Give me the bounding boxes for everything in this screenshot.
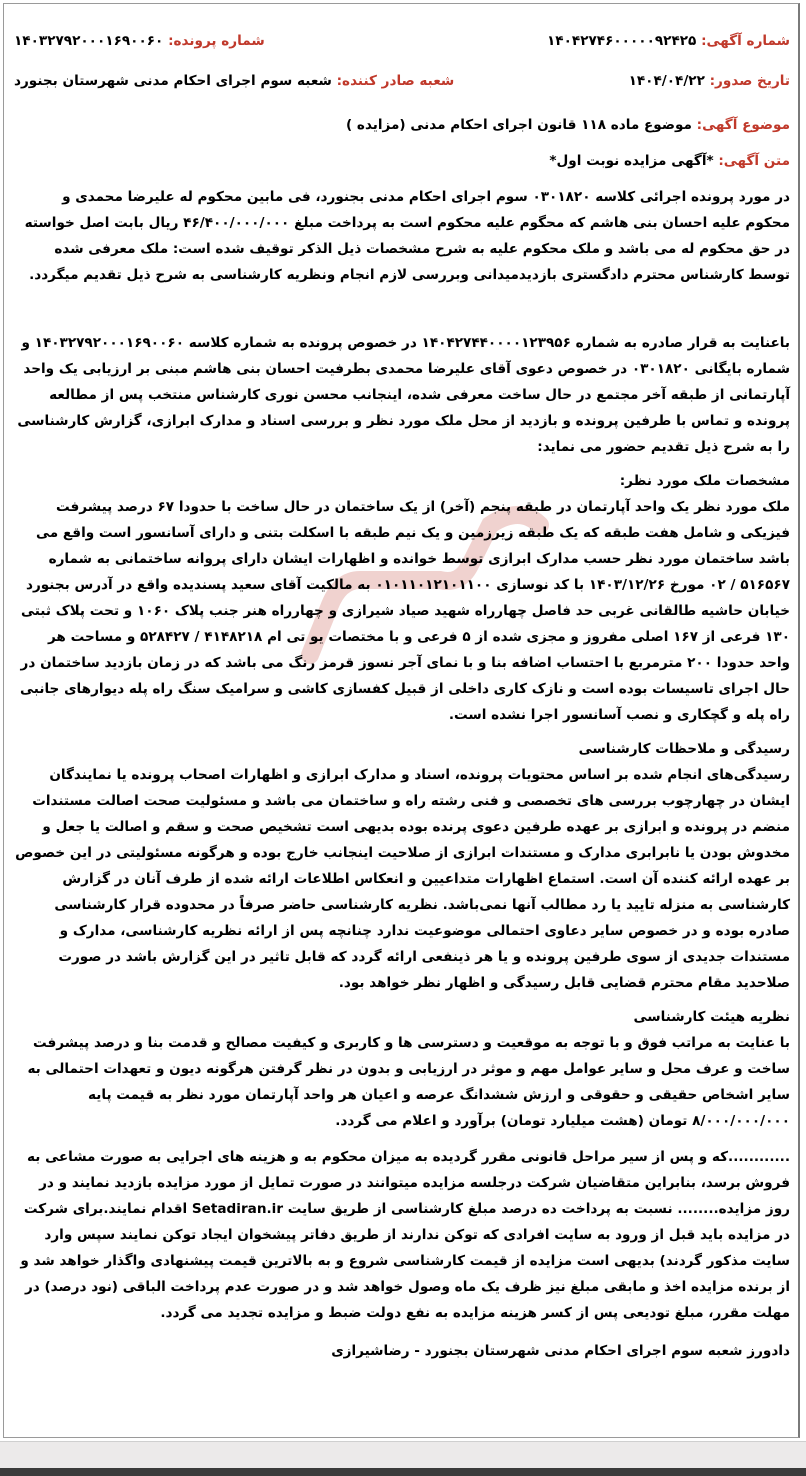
bottom-strip [0, 1441, 806, 1476]
signature-line: دادورز شعبه سوم اجرای احکام مدنی شهرستان بجنورد - رضاشیرازی [331, 1343, 790, 1359]
paragraph-order: باعنایت به قرار صادره به شماره ۱۴۰۴۲۷۴۴۰۰۰۰۱۲۳۹۵۶ در خصوص پرونده به شماره کلاسه ۱۴۰۳۲۷۹۲۰۰۰۱۶۹۰۰۶۰ و شماره بایگانی ۰۳۰۱۸۲۰ در خصوص دعوی آقای علیرضا محمدی بطرفیت احسان بنی هاشم مبنی بر ارزیابی یک واحد آپارتمانی از طبقه آخر مجتمع در حال ساخت معرفی شده، اینجانب محسن نوری کارشناس منتخب پس از مطالعه پرونده و تماس با طرفین پرونده و بازدید از محل ملک مورد نظر و بررسی اسناد و مدارک ابرازی، گزارش کارشناسی را به شرح ذیل تقدیم حضور می نماید: [17, 335, 790, 455]
subject-line [14, 112, 790, 138]
paragraph-auction-terms: ............که و پس از سیر مراحل قانونی مقرر گردیده به میزان محکوم به و هزینه های اجرایی به صورت مشاعی به فروش برسد، بنابراین متقاضیان شرکت درجلسه مزایده میتوانند در صورت تمایل از مورد مزایده بازدید نمایند و در روز مزایده........ نسبت به پرداخت ده درصد مبلغ کارشناسی از طریق سایت Setadiran.ir اقدام نمایند.برای شرکت در مزایده باید قبل از ورود به سایت افرادی که توکن ندارند از طریق دفاتر پیشخوان ایجاد توکن نمایند سپس وارد سایت مذکور گردند) بدیهی است مزایده از قیمت کارشناسی شروع و به بالاترین قیمت پیشنهادی واگذار خواهد شد و از برنده مزایده اخذ و مابقی مبلغ نیز ظرف یک ماه وصول خواهد شد و در صورت عدم پرداخت الباقی (نود درصد) در مهلت مقرر، مبلغ تودیعی پس از کسر هزینه مزایده به نفع دولت ضبط و مزایده تجدید می گردد. [20, 1149, 790, 1321]
issuer-value: شعبه سوم اجرای احکام مدنی شهرستان بجنورد [14, 73, 332, 89]
paragraph-property-specs: ملک مورد نظر یک واحد آپارتمان در طبقه پنجم (آخر) از یک ساختمان در حال ساخت با حدودا ۶۷ درصد پیشرفت فیزیکی و شامل هفت طبقه که یک طبقه زیرزمین و یک نیم طبقه با اسکلت بتنی و دارای آسانسور است واقع می باشد ساختمان مورد نظر حسب مدارک ابرازی توسط خوانده و اظهارات ایشان دارای پروانه ساختمانی به شماره ۵۱۶۵۶۷ / ۰۲ مورخ ۱۴۰۳/۱۲/۲۶ با کد نوسازی ۰۱۰۱۱۰۱۲۱۰۱۱۰۰ به مالکیت آقای سعید پسندیده واقع در آدرس بجنورد خیابان حاشیه طالقانی غربی حد فاصل چهارراه شهید صیاد شیرازی و چهارراه هنر جنب پلاک ۱۰۶۰ و تحت پلاک ثبتی ۱۳۰ فرعی از ۱۶۷ اصلی مفروز و مجزی شده از ۵ فرعی و با مختصات یو تی ام ۴۱۴۸۲۱۸ / ۵۲۸۴۲۷ و مساحت هر واحد حدودا ۲۰۰ مترمربع با احتساب اضافه بنا و با نمای آجر نسوز قرمز رنگ می باشد که در زمان بازدید ساختمان در حال اجرای تاسیسات بوده است و نازک کاری داخلی از قبیل کفسازی کاشی و سرامیک سنگ راه پله دیوارهای جانبی راه پله و گچکاری و نصب آسانسور اجرا نشده است. [20, 499, 790, 723]
ad-text-line [14, 148, 790, 174]
case-number [14, 28, 265, 54]
issue-date-label: تاریخ صدور: [709, 73, 790, 89]
heading-property-specs: مشخصات ملک مورد نظر: [619, 473, 790, 489]
paragraph-review: رسیدگی‌های انجام شده بر اساس محتویات پرونده، اسناد و مدارک ابرازی و اظهارات اصحاب پرونده یا نمایندگان ایشان در چهارچوب بررسی های تخصصی و فنی رشته راه و ساختمان می باشد و مسئولیت صحت اصالت مستندات منضم در پرونده و ابرازی بر عهده طرفین دعوی پرنده بوده بدیهی است تشخیص صحت و سقم و اصالت یا جعل و مخدوش بودن یا نابرابری مدارک و مستندات ابرازی از صلاحیت اینجانب خارج بوده و هرگونه مسئولیتی در این خصوص بر عهده ارائه کننده آن است. استماع اظهارات متداعیین و انعکاس اطلاعات ارائه شده از طرف آنان در گزارش کارشناسی به منزله تایید یا رد مطالب آنها نمی‌باشد. نظریه کارشناسی حاضر صرفاً در محدوده قرار کارشناسی صادره بوده و در خصوص سایر دعاوی احتمالی موضوعیت ندارد چنانچه پس از ارائه نظریه کارشناسی، مدارک و مستندات جدیدی از سوی طرفین پرونده و یا هر ذینفعی ارائه گردد که قابل تاثیر در این گزارش باشد در صورت صلاحدید مقام محترم قضایی قابل رسیدگی و اظهار نظر خواهد بود. [15, 767, 790, 991]
ad-number [547, 28, 790, 54]
announcement-body [14, 28, 790, 1364]
issuer-label: شعبه صادر کننده: [336, 73, 455, 89]
case-number-value: ۱۴۰۳۲۷۹۲۰۰۰۱۶۹۰۰۶۰ [14, 33, 164, 49]
heading-expert-opinion: نظریه هیئت کارشناسی [633, 1009, 790, 1025]
header-row-1 [14, 28, 790, 68]
heading-review: رسیدگی و ملاحظات کارشناسی [578, 741, 790, 757]
header-row-2 [14, 68, 790, 108]
case-number-label: شماره پرونده: [168, 33, 265, 49]
paragraph-expert-opinion: با عنایت به مراتب فوق و با توجه به موقعیت و دسترسی ها و کاربری و کیفیت مصالح و قدمت بنا و درصد پیشرفت ساخت و عرف محل و سایر عوامل مهم و موثر در ارزیابی و بدون در نظر گرفتن هرگونه دیون و تعهدات احتمالی به سایر اشخاص حقیقی و حقوقی و ارزش ششدانگ عرصه و اعیان هر واحد آپارتمان مورد نظر به قیمت پایه ۸/۰۰۰/۰۰۰/۰۰۰ تومان (هشت میلیارد تومان) برآورد و اعلام می گردد. [27, 1035, 790, 1129]
subject-value: موضوع ماده ۱۱۸ قانون اجرای احکام مدنی (مزایده ) [345, 117, 692, 133]
subject-label: موضوع آگهی: [696, 117, 790, 133]
spacer [14, 288, 790, 330]
ad-number-label: شماره آگهی: [701, 33, 790, 49]
ad-text-value: *آگهی مزایده نوبت اول* [549, 153, 714, 169]
issue-date-value: ۱۴۰۴/۰۴/۲۲ [628, 73, 705, 89]
issue-date [629, 68, 790, 94]
paragraph-intro: در مورد پرونده اجرائی کلاسه ۰۳۰۱۸۲۰ سوم اجرای احکام مدنی بجنورد، فی مابین محکوم له علیرضا محمدی و محکوم علیه احسان بنی هاشم که محگوم علیه محکوم است به پرداخت مبلغ ۴۶/۴۰۰/۰۰۰/۰۰۰ ریال بابت اصل خواسته در حق محکوم له می باشد و ملک محکوم علیه به شرح مشخصات ذیل الذکر توقیف شده است: ملک معرفی شده توسط کارشناس محترم دادگستری بازدیدمیدانی وبررسی لازم انجام ونظریه کارشناسی به شرح ذیل تقدیم میگردد. [24, 189, 790, 283]
ad-text-label: متن آگهی: [718, 153, 790, 169]
issuer [14, 68, 454, 94]
ad-number-value: ۱۴۰۴۲۷۴۶۰۰۰۰۰۹۲۴۲۵ [547, 33, 697, 49]
